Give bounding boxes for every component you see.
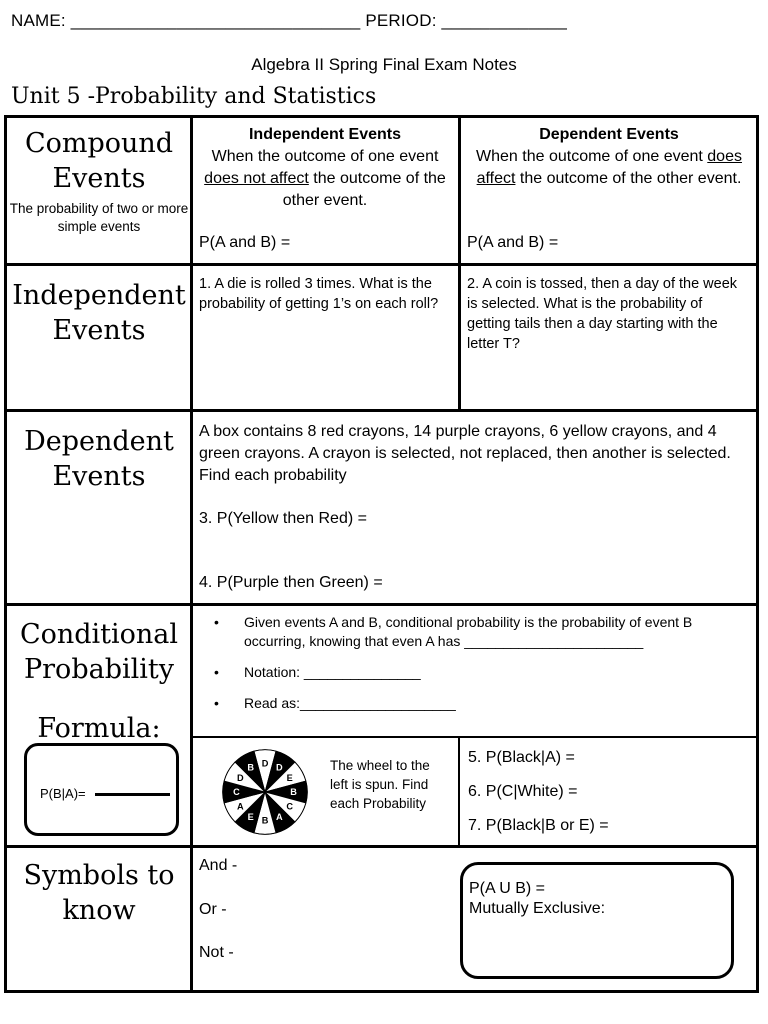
- compound-events-definition: The probability of two or more simple events: [9, 201, 189, 234]
- row-divider-2: [4, 409, 759, 412]
- unit-title: Unit 5 -Probability and Statistics: [11, 84, 377, 109]
- symbols-to-know-label: Symbols to know: [23, 860, 175, 926]
- wheel-section-letter: B: [261, 815, 269, 826]
- wheel-instructions: The wheel to the left is spun. Find each Probability: [330, 758, 430, 811]
- question-1: 1. A die is rolled 3 times. What is the probability of getting 1’s on each roll?: [199, 276, 439, 312]
- bullet-definition: • Given events A and B, conditional probability is the probability of event B occurring, knowing that even A has _______________________: [214, 614, 693, 649]
- dependent-events-description: When the outcome of one event does affect the outcome of the other event.: [476, 148, 742, 187]
- compound-events-label-cell: [7, 126, 191, 236]
- crayon-problem-intro: A box contains 8 red crayons, 14 purple crayons, 6 yellow crayons, and 4 green crayons. A crayon is selected, not replaced, then another is selected. Find each probability: [199, 423, 731, 484]
- conditional-formula-text: P(B|A)=: [40, 786, 86, 801]
- formula-fraction-line: [95, 793, 170, 796]
- wheel-section-letter: C: [233, 787, 240, 798]
- mutually-exclusive: Mutually Exclusive:: [469, 900, 606, 917]
- name-period-line: NAME: ______________________________ PERIOD: _____________: [11, 11, 568, 30]
- dependent-formula: P(A and B) =: [467, 234, 559, 251]
- dependent-events-definition-cell: [464, 124, 754, 190]
- wheel-section-letter: E: [247, 811, 254, 822]
- wheel-section-letter: D: [236, 772, 244, 783]
- bullet-dot: •: [214, 664, 219, 680]
- question-4: 4. P(Purple then Green) =: [199, 574, 383, 591]
- compound-events-label: Compound Events: [24, 128, 174, 194]
- question-7: 7. P(Black|B or E) =: [468, 817, 609, 834]
- or-symbol: Or -: [199, 901, 227, 918]
- wheel-section-letter: A: [275, 811, 283, 822]
- bullet-read-as: • Read as:____________________: [214, 695, 456, 711]
- union-formula: P(A U B) =: [469, 880, 546, 897]
- bullet-notation: • Notation: _______________: [214, 664, 421, 680]
- wheel-section-letter: C: [286, 801, 294, 812]
- formula-label: Formula:: [37, 713, 161, 744]
- bullet-dot: •: [214, 695, 219, 711]
- upper-middle-divider: [458, 115, 461, 411]
- wheel-section-letter: B: [290, 787, 297, 798]
- wheel-section-letter: A: [236, 801, 244, 812]
- row-divider-3: [4, 603, 759, 606]
- independent-formula: P(A and B) =: [199, 234, 291, 251]
- question-5: 5. P(Black|A) =: [468, 749, 575, 766]
- document-title: Algebra II Spring Final Exam Notes: [251, 55, 517, 74]
- wheel-section-letter: D: [275, 762, 283, 773]
- does-affect-text: does affect: [476, 148, 742, 187]
- independent-events-description: When the outcome of one event does not affect the outcome of the other event.: [204, 148, 446, 209]
- not-symbol: Not -: [199, 944, 234, 961]
- dependent-events-heading: Dependent Events: [539, 126, 679, 143]
- conditional-inner-divider: [191, 736, 757, 738]
- question-6: 6. P(C|White) =: [468, 783, 578, 800]
- formula-box: [24, 743, 179, 836]
- conditional-probability-label: Conditional Probability: [19, 619, 179, 685]
- bullet-dot: •: [214, 614, 219, 630]
- wheel-section-letter: D: [261, 758, 269, 769]
- independent-events-heading: Independent Events: [248, 126, 402, 143]
- row-divider-4: [4, 845, 759, 848]
- row-divider-1: [4, 263, 759, 266]
- dependent-events-label: Dependent Events: [24, 426, 174, 492]
- question-3: 3. P(Yellow then Red) =: [199, 510, 367, 527]
- independent-events-label: Independent Events: [12, 280, 186, 346]
- spinner-wheel: [219, 746, 311, 838]
- conditional-bullet-list: [214, 613, 744, 725]
- wheel-section-letter: E: [286, 772, 293, 783]
- and-symbol: And -: [199, 857, 238, 874]
- question-2: 2. A coin is tossed, then a day of the week is selected. What is the probability of getting tails then a day starting with the letter T?: [467, 276, 738, 352]
- conditional-middle-divider: [458, 736, 460, 846]
- independent-events-definition-cell: [196, 124, 454, 212]
- union-box: [460, 862, 734, 979]
- wheel-section-letter: B: [247, 762, 255, 773]
- does-not-affect-text: does not affect: [204, 170, 309, 187]
